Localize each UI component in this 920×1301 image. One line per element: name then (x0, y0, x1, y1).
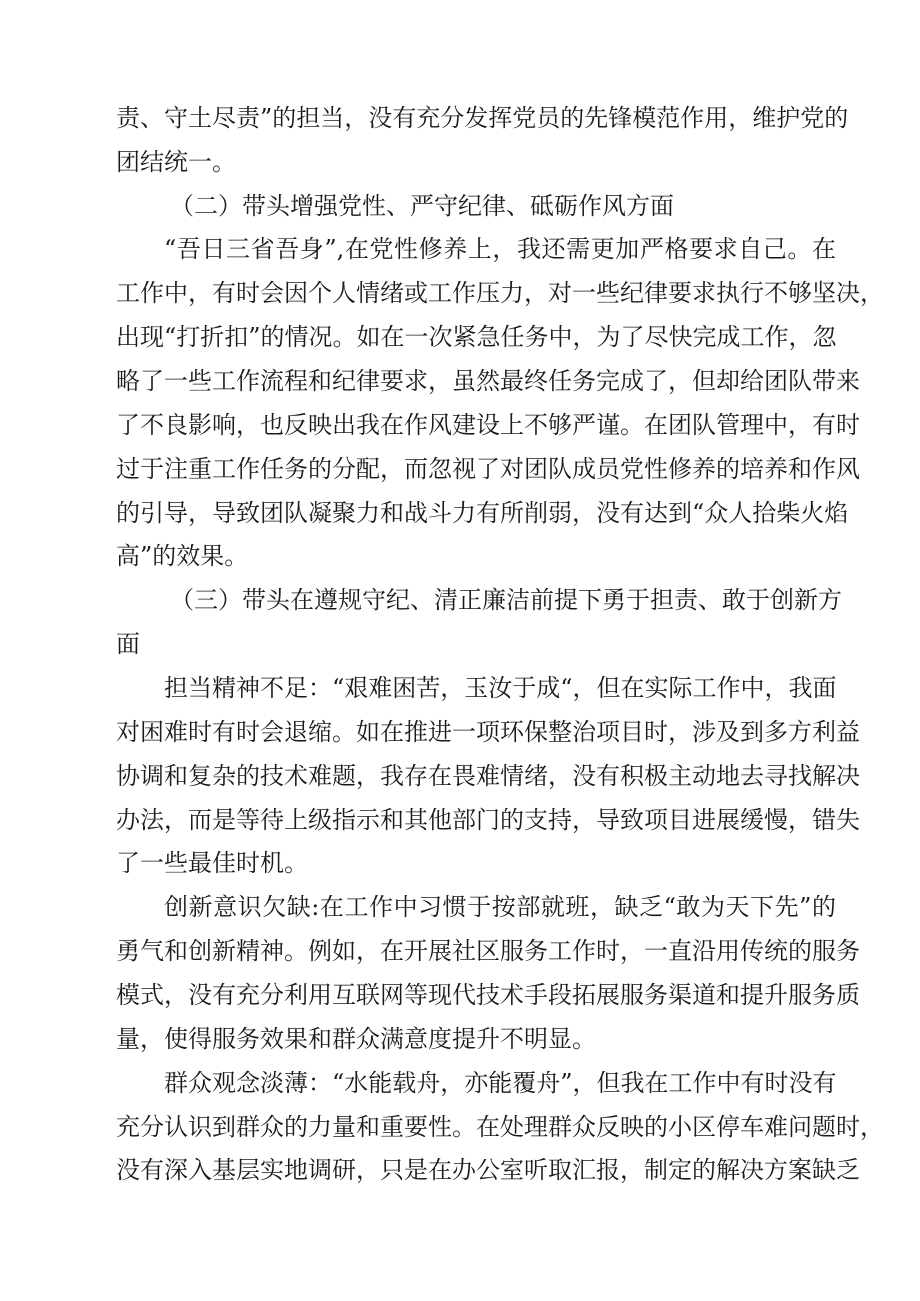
text-line: 勇气和创新精神。例如，在开展社区服务工作时，一直沿用传统的服务 (116, 937, 860, 965)
text-line: 了不良影响，也反映出我在作风建设上不够严谨。在团队管理中，有时 (116, 411, 860, 439)
text-line: 协调和复杂的技术难题，我存在畏难情绪，没有积极主动地去寻找解决 (116, 762, 860, 790)
text-line: 略了一些工作流程和纪律要求，虽然最终任务完成了，但却给团队带来 (116, 367, 860, 395)
text-line: 没有深入基层实地调研，只是在办公室听取汇报，制定的解决方案缺乏 (116, 1156, 860, 1184)
text-line: 了一些最佳时机。 (116, 849, 308, 877)
text-line: 充分认识到群众的力量和重要性。在处理群众反映的小区停车难问题时， (116, 1113, 884, 1141)
text-line: 模式，没有充分利用互联网等现代技术手段拓展服务渠道和提升服务质 (116, 981, 860, 1009)
text-line: 高”的效果。 (116, 542, 249, 570)
text-line: 过于注重工作任务的分配，而忽视了对团队成员党性修养的培养和作风 (116, 455, 860, 483)
text-line: 担当精神不足：“艰难困苦，玉汝于成“，但在实际工作中，我面 (164, 674, 837, 702)
section-heading-continued: 面 (116, 630, 140, 658)
text-line: 创新意识欠缺:在工作中习惯于按部就班，缺乏“敢为天下先”的 (164, 893, 836, 921)
text-line: 工作中，有时会因个人情绪或工作压力，对一些纪律要求执行不够坚决， (116, 279, 884, 307)
text-line: 团结统一。 (116, 148, 236, 176)
text-line: 对困难时有时会退缩。如在推进一项环保整治项目时，涉及到多方利益 (116, 718, 860, 746)
text-line: 办法，而是等待上级指示和其他部门的支持，导致项目进展缓慢，错失 (116, 806, 860, 834)
text-line: 责、守土尽责”的担当，没有充分发挥党员的先锋模范作用，维护党的 (116, 104, 849, 132)
text-line: 的引导，导致团队凝聚力和战斗力有所削弱，没有达到“众人拾柴火焰 (116, 499, 849, 527)
text-line: 群众观念淡薄：“水能载舟，亦能覆舟”，但我在工作中有时没有 (164, 1069, 837, 1097)
text-line: 量，使得服务效果和群众满意度提升不明显。 (116, 1025, 596, 1053)
text-line: “吾日三省吾身”,在党性修养上，我还需更加严格要求自己。在 (164, 235, 836, 263)
section-heading: （三）带头在遵规守纪、清正廉洁前提下勇于担责、敢于创新方 (170, 586, 842, 614)
section-heading: （二）带头增强党性、严守纪律、砥砺作风方面 (170, 192, 674, 220)
text-line: 出现“打折扣”的情况。如在一次紧急任务中，为了尽快完成工作，忽 (116, 323, 837, 351)
